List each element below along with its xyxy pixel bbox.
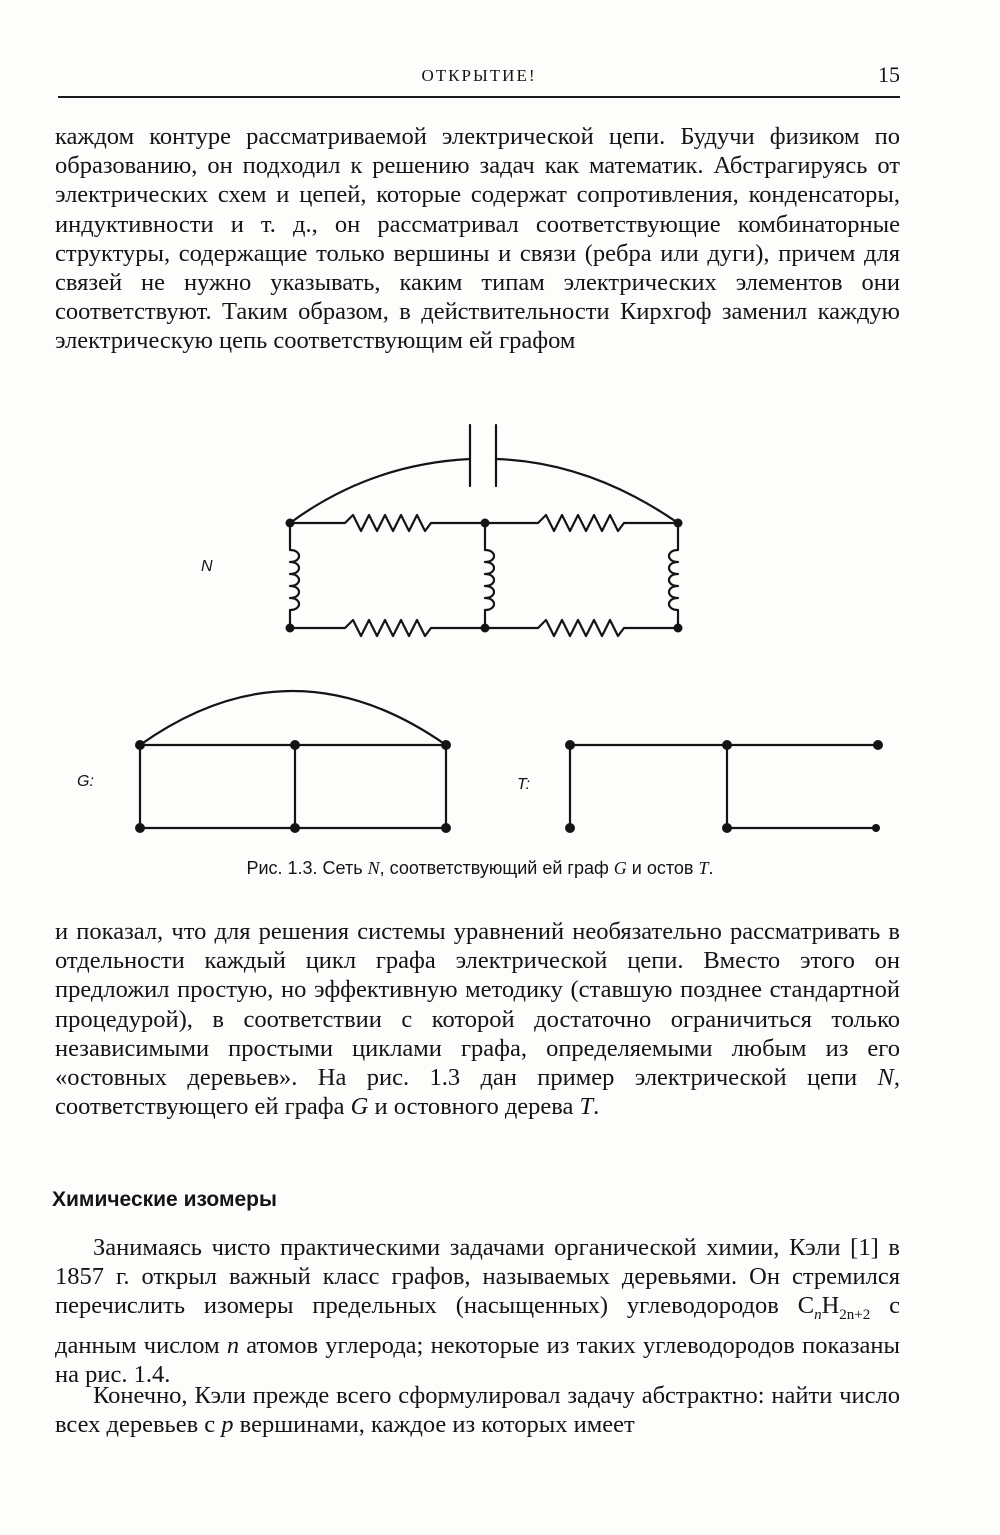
vertex [290,740,300,750]
paragraph-cayley [55,1233,900,1389]
para2-n: N [877,1064,894,1092]
graph-g-edges [140,745,446,828]
para4-p-var: p [221,1411,234,1439]
resistor-top-left [290,515,485,531]
inductor-right [669,523,678,628]
vertex [481,624,490,633]
para3-n-var: n [226,1331,240,1359]
spanning-tree-t-diagram [570,745,878,828]
caption-and: и остов [626,858,699,878]
running-head-title: ОТКРЫТИЕ! [421,66,537,85]
vertex [674,519,683,528]
inductor-middle [485,523,494,628]
figure-1-3 [0,400,1000,850]
vertex [722,823,732,833]
capacitor-arc [290,459,678,523]
vertex [286,624,295,633]
tree-t-edges [570,745,878,828]
running-header [58,62,900,98]
para2-text: и показал, что для решения системы уравнений необязательно рассматривать в отдельности каждый цикл графа электрической цепи. Вместо этого он предложил простую, но эффективную методику (ставшую позднее стандартной процедурой), в соответствии с которой достаточно ограничиться только независимыми простыми циклами графа, определяемыми любым из его «остовных деревьев». На рис. 1.3 дан пример электрической цепи [55,918,900,1092]
para2-end: . [593,1093,600,1121]
para3-sub-2n2: 2n+2 [839,1307,871,1324]
label-tree-t: T: [517,776,531,793]
figure-caption [0,858,960,879]
para2-t: T [579,1093,594,1121]
vertex [441,740,451,750]
vertex [873,740,883,750]
label-graph-g: G: [77,773,94,790]
para3-part3: атомов углерода; некоторые из таких углеводородов показаны на рис. 1.4. [55,1331,900,1388]
network-n-diagram [290,425,678,636]
vertex [286,519,295,528]
vertex [674,624,683,633]
vertex [135,740,145,750]
caption-t: T [698,858,709,878]
para2-and: и остовного дерева [368,1093,580,1121]
para2-g: G [350,1093,369,1121]
paragraph-cayley-abstract [55,1381,900,1439]
resistor-top-right [485,515,678,531]
para4-part2: вершинами, каждое из которых имеет [233,1411,635,1439]
vertex [722,740,732,750]
vertex [565,823,575,833]
graph-g-diagram [140,691,446,828]
caption-prefix: Рис. 1.3. Сеть [246,858,368,878]
paragraph-kirchhoff: каждом контуре рассматриваемой электрической цепи. Будучи физиком по образованию, он подходил к решению задач как математик. Абстрагируясь от электрических схем и цепей, которые содержат сопротивления, конденсаторы, индуктивности и т. д., он рассматривал соответствующие комбинаторные структуры, содержащие только вершины и связи (ребра или дуги), причем для связей не нужно указывать, каким типам электрических элементов они соответствуют. Таким образом, в действительности Кирхгоф заменил каждую электрическую цепь соответствующим ей графом [55,123,900,355]
para3-part2: с данным числом [55,1292,901,1359]
vertex [872,824,880,832]
resistor-bottom-left [290,620,485,636]
para3-part1: Занимаясь чисто практическими задачами органической химии, Кэли [1] в 1857 г. открыл важный класс графов, называемых деревьями. Он стремился перечислить изомеры предельных (насыщенных) углеводородов C [55,1234,900,1320]
resistor-bottom-right [485,620,678,636]
para3-h: H [821,1292,840,1320]
vertex [481,519,490,528]
inductor-left [290,523,299,628]
caption-n: N [367,858,380,878]
paragraph-spanning-trees [55,917,900,1121]
para3-sub-n: n [814,1307,822,1324]
graph-g-arc [140,691,446,745]
vertex [290,823,300,833]
para2-mid: , соответствующего ей графа [55,1064,900,1121]
section-heading: Химические изомеры [52,1188,277,1211]
caption-end: . [708,858,714,878]
caption-g: G [613,858,627,878]
page-number: 15 [878,62,900,87]
caption-mid: , соответствующий ей граф [379,858,614,878]
vertex [441,823,451,833]
vertex [135,823,145,833]
label-network-n: N [201,558,213,575]
vertex [565,740,575,750]
para4-part1: Конечно, Кэли прежде всего сформулировал задачу абстрактно: найти число всех деревьев с [55,1382,900,1439]
